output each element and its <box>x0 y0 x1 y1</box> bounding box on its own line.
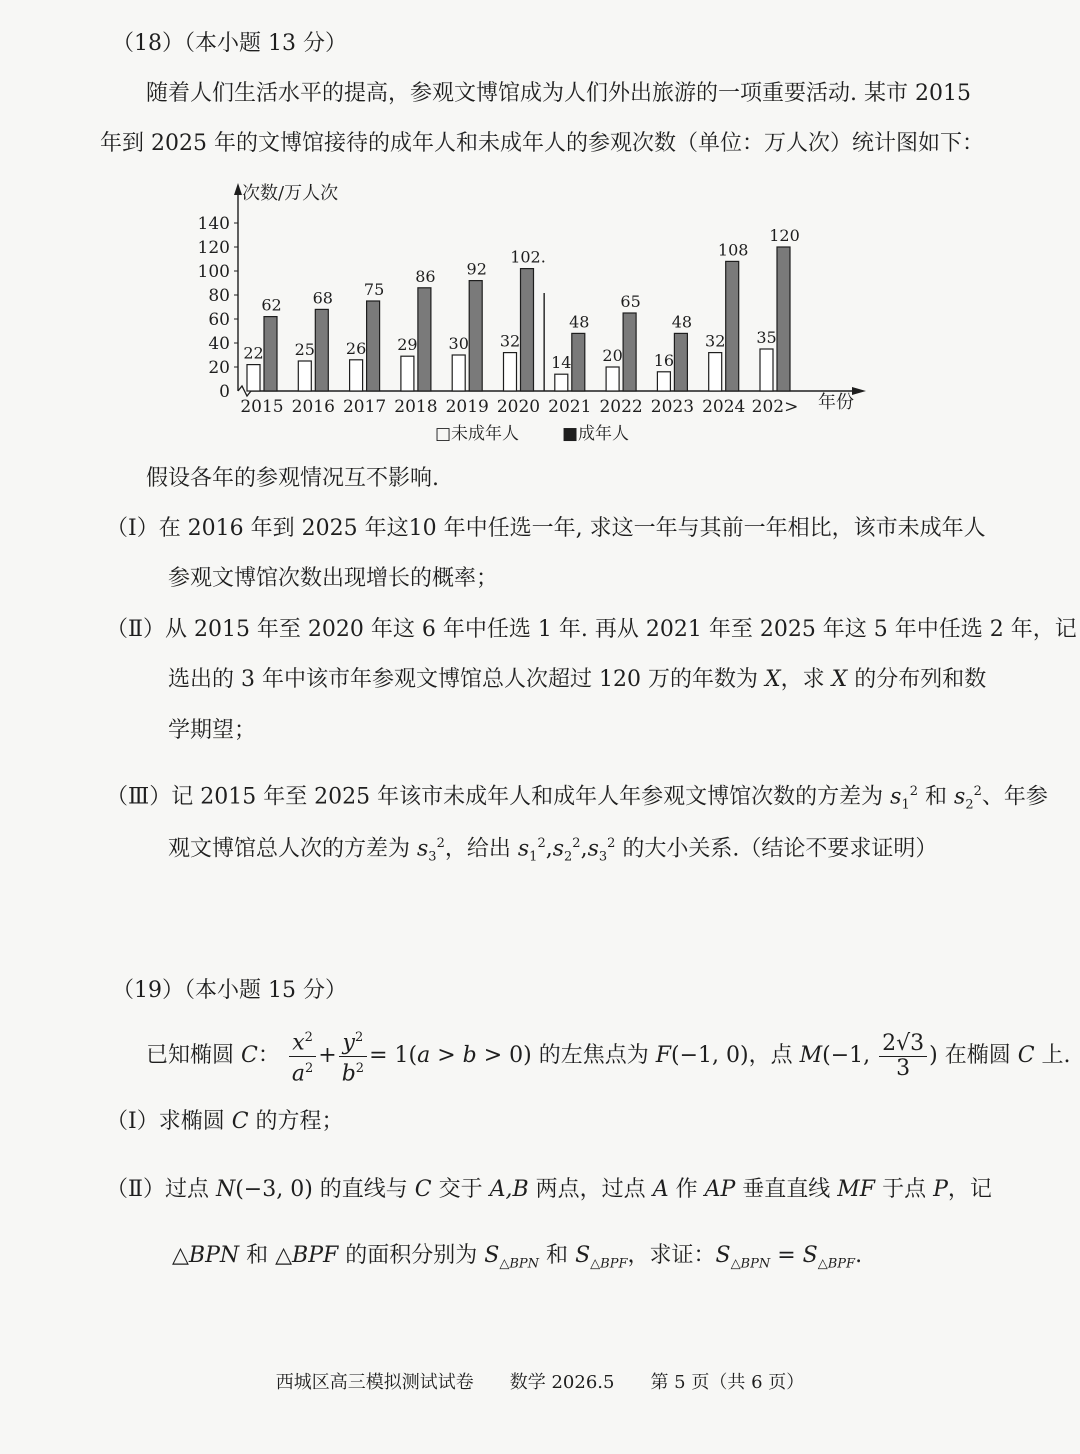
y-tick-label: 80 <box>208 286 230 306</box>
bar-adult-2022 <box>623 313 636 391</box>
bar-chart <box>190 175 880 455</box>
q18-part2-text-c: 的分布列和数 <box>847 667 987 692</box>
y-tick-label: 60 <box>208 310 230 330</box>
x-tick-labels <box>240 397 798 417</box>
x-tick-label-2016: 2016 <box>291 397 335 417</box>
q18-part2-line3: 学期望； <box>168 718 257 743</box>
y-tick-label: 20 <box>208 358 230 378</box>
data-label-minor-2024: 32 <box>705 331 726 351</box>
q18-header: （18）（本小题 13 分） <box>112 31 347 56</box>
bar-minor-2019 <box>452 355 465 391</box>
data-label-adult-2018: 86 <box>415 266 436 286</box>
data-label-minor-2022: 20 <box>602 346 623 365</box>
y-tick-label: 0 <box>219 382 230 402</box>
data-label-adult-2020: 102. <box>510 247 546 267</box>
bars <box>243 226 799 391</box>
data-label-adult-2016: 68 <box>312 288 333 308</box>
data-label-adult-2022: 65 <box>620 292 641 311</box>
x-tick-label-2025: 202> <box>751 397 799 417</box>
data-label-adult-2023: 48 <box>671 312 693 332</box>
data-label-minor-2016: 25 <box>294 340 315 359</box>
y-tick-label: 120 <box>197 238 230 258</box>
x-tick-label-2024: 2024 <box>702 397 746 417</box>
bar-adult-2021 <box>572 333 585 391</box>
data-label-adult-2025: 120 <box>769 226 800 245</box>
data-label-adult-2024: 108 <box>717 240 749 260</box>
bar-minor-2024 <box>709 353 722 391</box>
q18-part3-line2: 观文博馆总人次的方差为 $s_3^2$，给出 $s_1^2,s_2^2,s_3^2$ 的大小关系.（结论不要求证明） <box>168 836 938 865</box>
y-tick-label: 140 <box>197 214 230 234</box>
y-axis-arrow <box>234 183 242 195</box>
bar-minor-2021 <box>555 374 568 391</box>
bar-adult-2017 <box>367 301 380 391</box>
data-label-adult-2019: 92 <box>466 259 487 279</box>
data-label-minor-2020: 32 <box>499 331 521 351</box>
var-x: X <box>764 667 781 692</box>
data-label-minor-2021: 14 <box>551 353 572 373</box>
data-label-minor-2019: 30 <box>448 334 469 353</box>
bar-adult-2019 <box>469 281 482 391</box>
x-tick-label-2018: 2018 <box>394 397 438 417</box>
bar-minor-2016 <box>298 361 311 391</box>
bar-minor-2023 <box>657 372 670 391</box>
x-tick-label-2023: 2023 <box>650 397 695 417</box>
q18-intro-line2: 年到 2025 年的文博馆接待的成年人和未成年人的参观次数（单位：万人次）统计图如下： <box>100 131 984 156</box>
bar-minor-2025 <box>760 349 773 391</box>
y-axis-label: 次数/万人次 <box>242 183 339 204</box>
data-label-minor-2018: 29 <box>397 335 418 355</box>
fraction-x2-a2: $\frac{x^2}{a^2}$ <box>289 1026 316 1086</box>
data-label-minor-2023: 16 <box>653 350 675 370</box>
data-label-adult-2015: 62 <box>261 295 282 315</box>
q19-part2-line2: △BPN 和 △BPF 的面积分别为 $S_{\triangle BPN}$ 和 $S_{\triangle BPF}$，求证：$S_{\triangle BPN} = S_{\triangle BPF}$. <box>172 1243 863 1272</box>
var-x: X <box>831 667 848 692</box>
y-tick-label: 100 <box>197 262 230 282</box>
x-tick-label-2017: 2017 <box>342 397 387 417</box>
bar-adult-2023 <box>674 333 687 391</box>
bar-minor-2017 <box>350 360 363 391</box>
q19-part2-line1: （Ⅱ）过点 N(−3, 0) 的直线与 C 交于 A,B 两点，过点 A 作 AP 垂直直线 MF 于点 P，记 <box>106 1177 992 1202</box>
bar-adult-2020 <box>521 269 534 391</box>
q19-header: （19）（本小题 15 分） <box>112 978 347 1003</box>
q18-part2-line1: （Ⅱ）从 2015 年至 2020 年这 6 年中任选 1 年. 再从 2021 年至 2025 年这 5 年中任选 2 年，记 <box>106 617 1077 642</box>
x-axis-arrow <box>852 387 866 395</box>
q18-part2-line2 <box>168 666 986 694</box>
q18-part1-line2: 参观文博馆次数出现增长的概率； <box>168 566 499 591</box>
bar-adult-2024 <box>726 261 739 391</box>
bar-adult-2025 <box>777 247 790 391</box>
x-axis-label: 年份 <box>818 392 854 413</box>
q18-part2-text-a: 选出的 3 年中该市年参观文博馆总人次超过 120 万的年数为 <box>168 667 765 692</box>
x-tick-label-2019: 2019 <box>445 397 489 417</box>
bar-minor-2018 <box>401 356 414 391</box>
bar-adult-2016 <box>315 309 328 391</box>
page-footer: 西城区高三模拟测试试卷 数学 2026.5 第 5 页（共 6 页） <box>275 1372 805 1393</box>
q18-part2-text-b: ，求 <box>780 667 832 692</box>
y-tick-labels <box>198 214 238 402</box>
q18-part1-line1: （Ⅰ）在 2016 年到 2025 年这10 年中任选一年, 求这一年与其前一年相比，该市未成年人 <box>106 516 986 541</box>
legend-adult: ■成年人 <box>562 424 630 444</box>
q19-part1: （Ⅰ）求椭圆 C 的方程； <box>106 1109 344 1134</box>
data-label-minor-2025: 35 <box>756 328 777 347</box>
bar-minor-2020 <box>504 353 517 391</box>
data-label-adult-2017: 75 <box>363 280 385 299</box>
bar-minor-2015 <box>247 365 260 391</box>
bar-adult-2018 <box>418 288 431 391</box>
fraction-2sqrt3-3: $\frac{2√3}{3}$ <box>879 1032 927 1081</box>
x-tick-label-2015: 2015 <box>240 397 284 417</box>
bar-minor-2022 <box>606 367 619 391</box>
legend-minor: □未成年人 <box>435 424 520 444</box>
q18-part3-line1: （Ⅲ）记 2015 年至 2025 年该市未成年人和成年人年参观文博馆次数的方差为 $s_1^2$ 和 $s_2^2$、年参 <box>106 784 1048 813</box>
x-tick-label-2021: 2021 <box>548 397 592 417</box>
q19-intro: 已知椭圆 C： $\frac{x^2}{a^2}$ + $\frac{y^2}{b^2}$ = 1(a > b > 0) 的左焦点为 F(−1, 0)，点 M(−1, $\frac{2√3}{3}$ ) 在椭圆 C 上. <box>146 1026 1071 1086</box>
data-label-minor-2017: 26 <box>345 338 367 358</box>
data-label-minor-2015: 22 <box>243 343 264 363</box>
data-label-adult-2021: 48 <box>569 312 590 332</box>
q18-assumption: 假设各年的参观情况互不影响. <box>146 466 439 491</box>
fraction-y2-b2: $\frac{y^2}{b^2}$ <box>339 1026 367 1086</box>
x-tick-label-2022: 2022 <box>599 397 643 417</box>
bar-adult-2015 <box>264 317 277 391</box>
y-tick-label: 40 <box>208 334 230 354</box>
q18-intro-line1: 随着人们生活水平的提高，参观文博馆成为人们外出旅游的一项重要活动. 某市 2015 <box>146 81 971 106</box>
x-tick-label-2020: 2020 <box>496 397 541 417</box>
legend <box>435 423 629 444</box>
